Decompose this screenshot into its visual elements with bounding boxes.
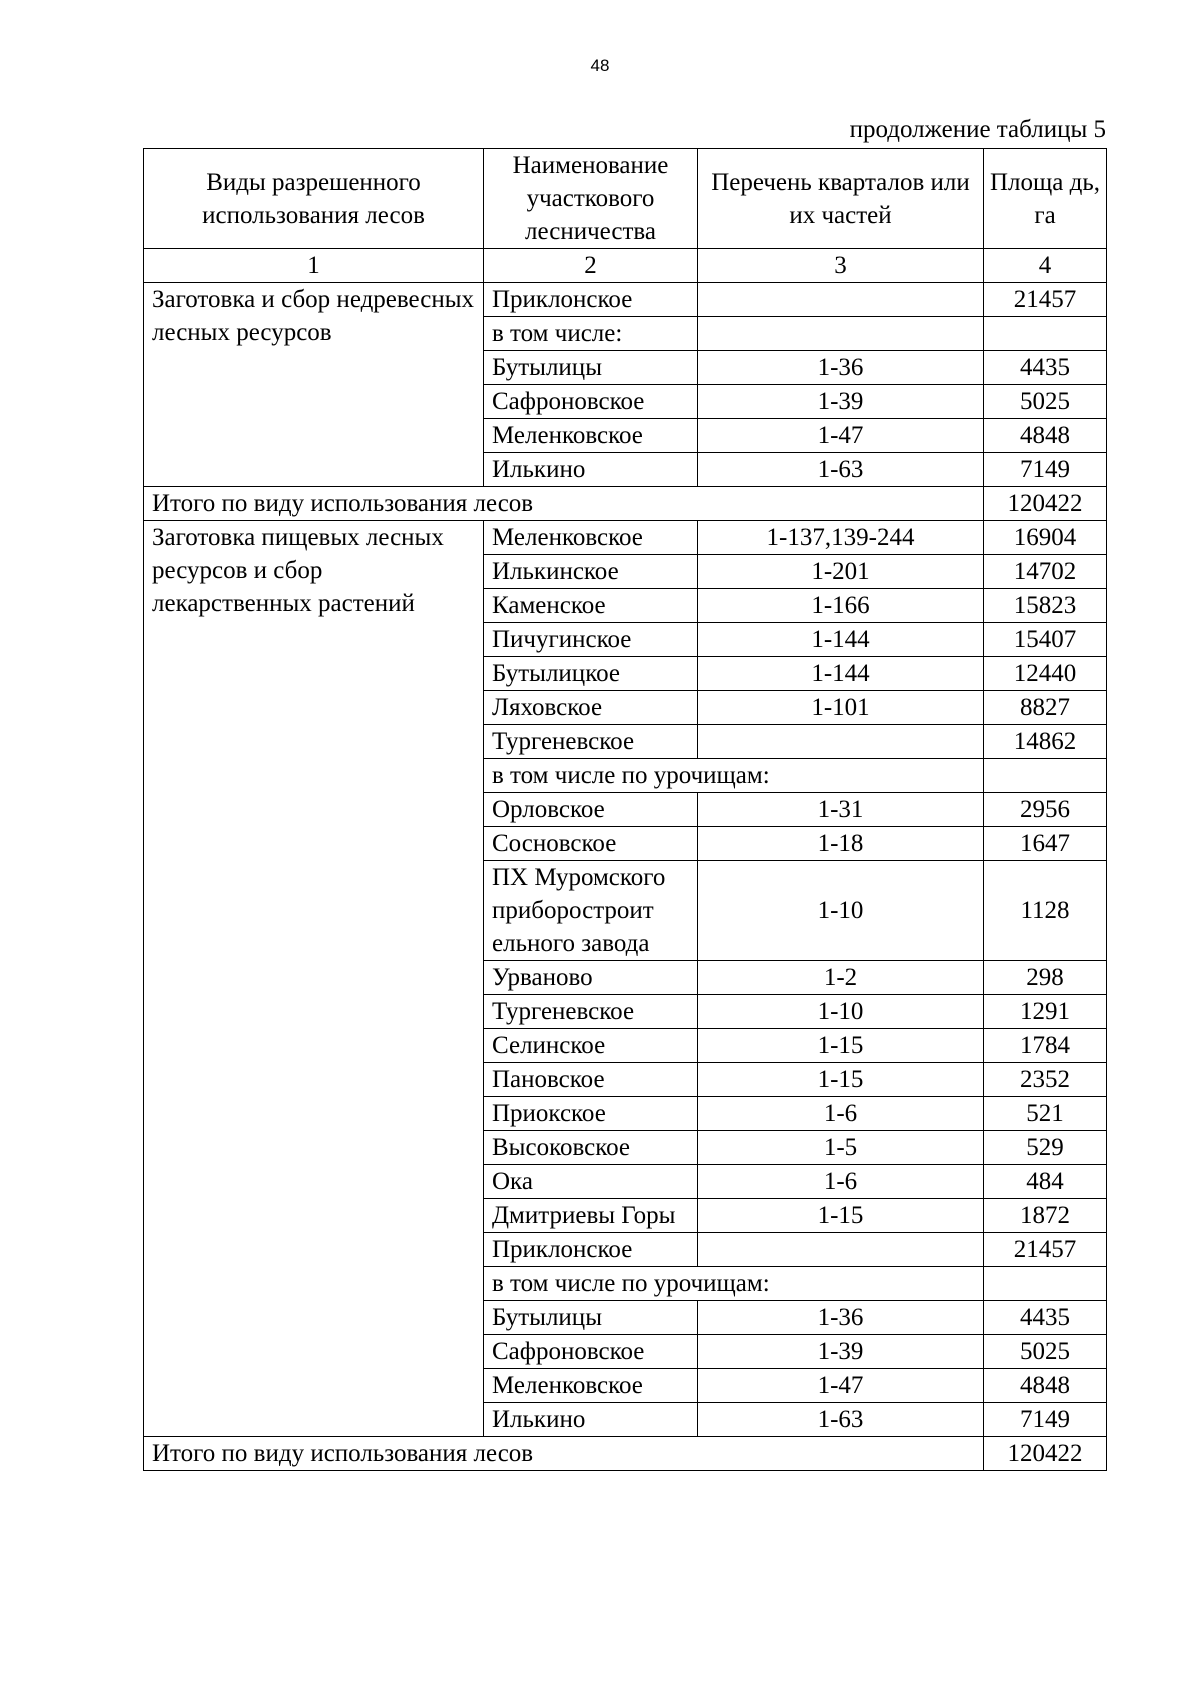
forestry-name: Ляховское bbox=[484, 691, 698, 725]
forestry-name: Илькино bbox=[484, 453, 698, 487]
quarters-cell: 1-39 bbox=[698, 1335, 984, 1369]
area-cell: 484 bbox=[984, 1165, 1107, 1199]
forestry-name: Приклонское bbox=[484, 283, 698, 317]
area-cell: 521 bbox=[984, 1097, 1107, 1131]
forestry-name: Бутылицкое bbox=[484, 657, 698, 691]
forestry-name: Дмитриевы Горы bbox=[484, 1199, 698, 1233]
area-cell: 4848 bbox=[984, 419, 1107, 453]
forestry-name: Меленковское bbox=[484, 1369, 698, 1403]
area-cell bbox=[984, 317, 1107, 351]
area-cell bbox=[984, 759, 1107, 793]
quarters-cell: 1-36 bbox=[698, 1301, 984, 1335]
forestry-name: Высоковское bbox=[484, 1131, 698, 1165]
subgroup-label: в том числе по урочищам: bbox=[484, 1267, 984, 1301]
column-number: 3 bbox=[698, 249, 984, 283]
area-cell: 16904 bbox=[984, 521, 1107, 555]
total-value: 120422 bbox=[984, 1437, 1107, 1471]
forestry-name: Илькинское bbox=[484, 555, 698, 589]
header-cell: Наименование участкового лесничества bbox=[484, 149, 698, 249]
column-number: 2 bbox=[484, 249, 698, 283]
table-caption: продолжение таблицы 5 bbox=[849, 116, 1106, 143]
quarters-cell: 1-166 bbox=[698, 589, 984, 623]
quarters-cell: 1-36 bbox=[698, 351, 984, 385]
forestry-name: Ока bbox=[484, 1165, 698, 1199]
total-label: Итого по виду использования лесов bbox=[144, 1437, 984, 1471]
forestry-name: Меленковское bbox=[484, 521, 698, 555]
area-cell: 7149 bbox=[984, 1403, 1107, 1437]
forestry-name: Приокское bbox=[484, 1097, 698, 1131]
header-cell: Перечень кварталов или их частей bbox=[698, 149, 984, 249]
forestry-name: Сосновское bbox=[484, 827, 698, 861]
total-value: 120422 bbox=[984, 487, 1107, 521]
use-kind-cell: Заготовка пищевых лесных ресурсов и сбор лекарственных растений bbox=[144, 521, 484, 1437]
area-cell: 7149 bbox=[984, 453, 1107, 487]
area-cell: 1291 bbox=[984, 995, 1107, 1029]
total-row bbox=[144, 487, 1107, 521]
area-cell: 2352 bbox=[984, 1063, 1107, 1097]
area-cell: 21457 bbox=[984, 283, 1107, 317]
area-cell: 1784 bbox=[984, 1029, 1107, 1063]
area-cell bbox=[984, 1267, 1107, 1301]
quarters-cell: 1-47 bbox=[698, 1369, 984, 1403]
total-label: Итого по виду использования лесов bbox=[144, 487, 984, 521]
forestry-name: Каменское bbox=[484, 589, 698, 623]
quarters-cell: 1-15 bbox=[698, 1063, 984, 1097]
header-cell: Площа дь, га bbox=[984, 149, 1107, 249]
forestry-name: Меленковское bbox=[484, 419, 698, 453]
quarters-cell: 1-63 bbox=[698, 1403, 984, 1437]
area-cell: 1647 bbox=[984, 827, 1107, 861]
quarters-cell: 1-5 bbox=[698, 1131, 984, 1165]
area-cell: 1872 bbox=[984, 1199, 1107, 1233]
header-row bbox=[144, 149, 1107, 249]
quarters-cell: 1-47 bbox=[698, 419, 984, 453]
forestry-name: Пановское bbox=[484, 1063, 698, 1097]
quarters-cell: 1-15 bbox=[698, 1029, 984, 1063]
quarters-cell: 1-39 bbox=[698, 385, 984, 419]
area-cell: 15823 bbox=[984, 589, 1107, 623]
area-cell: 298 bbox=[984, 961, 1107, 995]
quarters-cell: 1-31 bbox=[698, 793, 984, 827]
quarters-cell: 1-15 bbox=[698, 1199, 984, 1233]
forestry-name: ПХ Муромского приборостроит ельного завода bbox=[484, 861, 698, 961]
column-number-row bbox=[144, 249, 1107, 283]
quarters-cell: 1-144 bbox=[698, 623, 984, 657]
area-cell: 14862 bbox=[984, 725, 1107, 759]
quarters-cell bbox=[698, 725, 984, 759]
area-cell: 4848 bbox=[984, 1369, 1107, 1403]
forestry-name: Тургеневское bbox=[484, 725, 698, 759]
column-number: 1 bbox=[144, 249, 484, 283]
area-cell: 15407 bbox=[984, 623, 1107, 657]
area-cell: 1128 bbox=[984, 861, 1107, 961]
forestry-name: Урваново bbox=[484, 961, 698, 995]
area-cell: 12440 bbox=[984, 657, 1107, 691]
forestry-name: Селинское bbox=[484, 1029, 698, 1063]
quarters-cell: 1-137,139-244 bbox=[698, 521, 984, 555]
quarters-cell bbox=[698, 1233, 984, 1267]
forest-use-table bbox=[143, 148, 1107, 1471]
forestry-name: Приклонское bbox=[484, 1233, 698, 1267]
forestry-name: Илькино bbox=[484, 1403, 698, 1437]
area-cell: 529 bbox=[984, 1131, 1107, 1165]
subgroup-label: в том числе по урочищам: bbox=[484, 759, 984, 793]
area-cell: 5025 bbox=[984, 1335, 1107, 1369]
area-cell: 21457 bbox=[984, 1233, 1107, 1267]
page-number: 48 bbox=[590, 56, 610, 75]
quarters-cell bbox=[698, 317, 984, 351]
forestry-name: Тургеневское bbox=[484, 995, 698, 1029]
area-cell: 8827 bbox=[984, 691, 1107, 725]
area-cell: 4435 bbox=[984, 351, 1107, 385]
quarters-cell: 1-101 bbox=[698, 691, 984, 725]
table-row bbox=[144, 521, 1107, 555]
use-kind-cell: Заготовка и сбор недревесных лесных ресурсов bbox=[144, 283, 484, 487]
forestry-name: Бутылицы bbox=[484, 351, 698, 385]
total-row bbox=[144, 1437, 1107, 1471]
area-cell: 5025 bbox=[984, 385, 1107, 419]
forestry-name: Пичугинское bbox=[484, 623, 698, 657]
forestry-name: Сафроновское bbox=[484, 1335, 698, 1369]
table-row bbox=[144, 283, 1107, 317]
quarters-cell: 1-63 bbox=[698, 453, 984, 487]
quarters-cell: 1-6 bbox=[698, 1165, 984, 1199]
forestry-name: Сафроновское bbox=[484, 385, 698, 419]
forestry-name: в том числе: bbox=[484, 317, 698, 351]
quarters-cell: 1-18 bbox=[698, 827, 984, 861]
quarters-cell: 1-144 bbox=[698, 657, 984, 691]
quarters-cell: 1-201 bbox=[698, 555, 984, 589]
quarters-cell: 1-10 bbox=[698, 861, 984, 961]
area-cell: 4435 bbox=[984, 1301, 1107, 1335]
column-number: 4 bbox=[984, 249, 1107, 283]
area-cell: 2956 bbox=[984, 793, 1107, 827]
header-cell: Виды разрешенного использования лесов bbox=[144, 149, 484, 249]
quarters-cell bbox=[698, 283, 984, 317]
area-cell: 14702 bbox=[984, 555, 1107, 589]
quarters-cell: 1-10 bbox=[698, 995, 984, 1029]
quarters-cell: 1-6 bbox=[698, 1097, 984, 1131]
forestry-name: Орловское bbox=[484, 793, 698, 827]
forestry-name: Бутылицы bbox=[484, 1301, 698, 1335]
quarters-cell: 1-2 bbox=[698, 961, 984, 995]
